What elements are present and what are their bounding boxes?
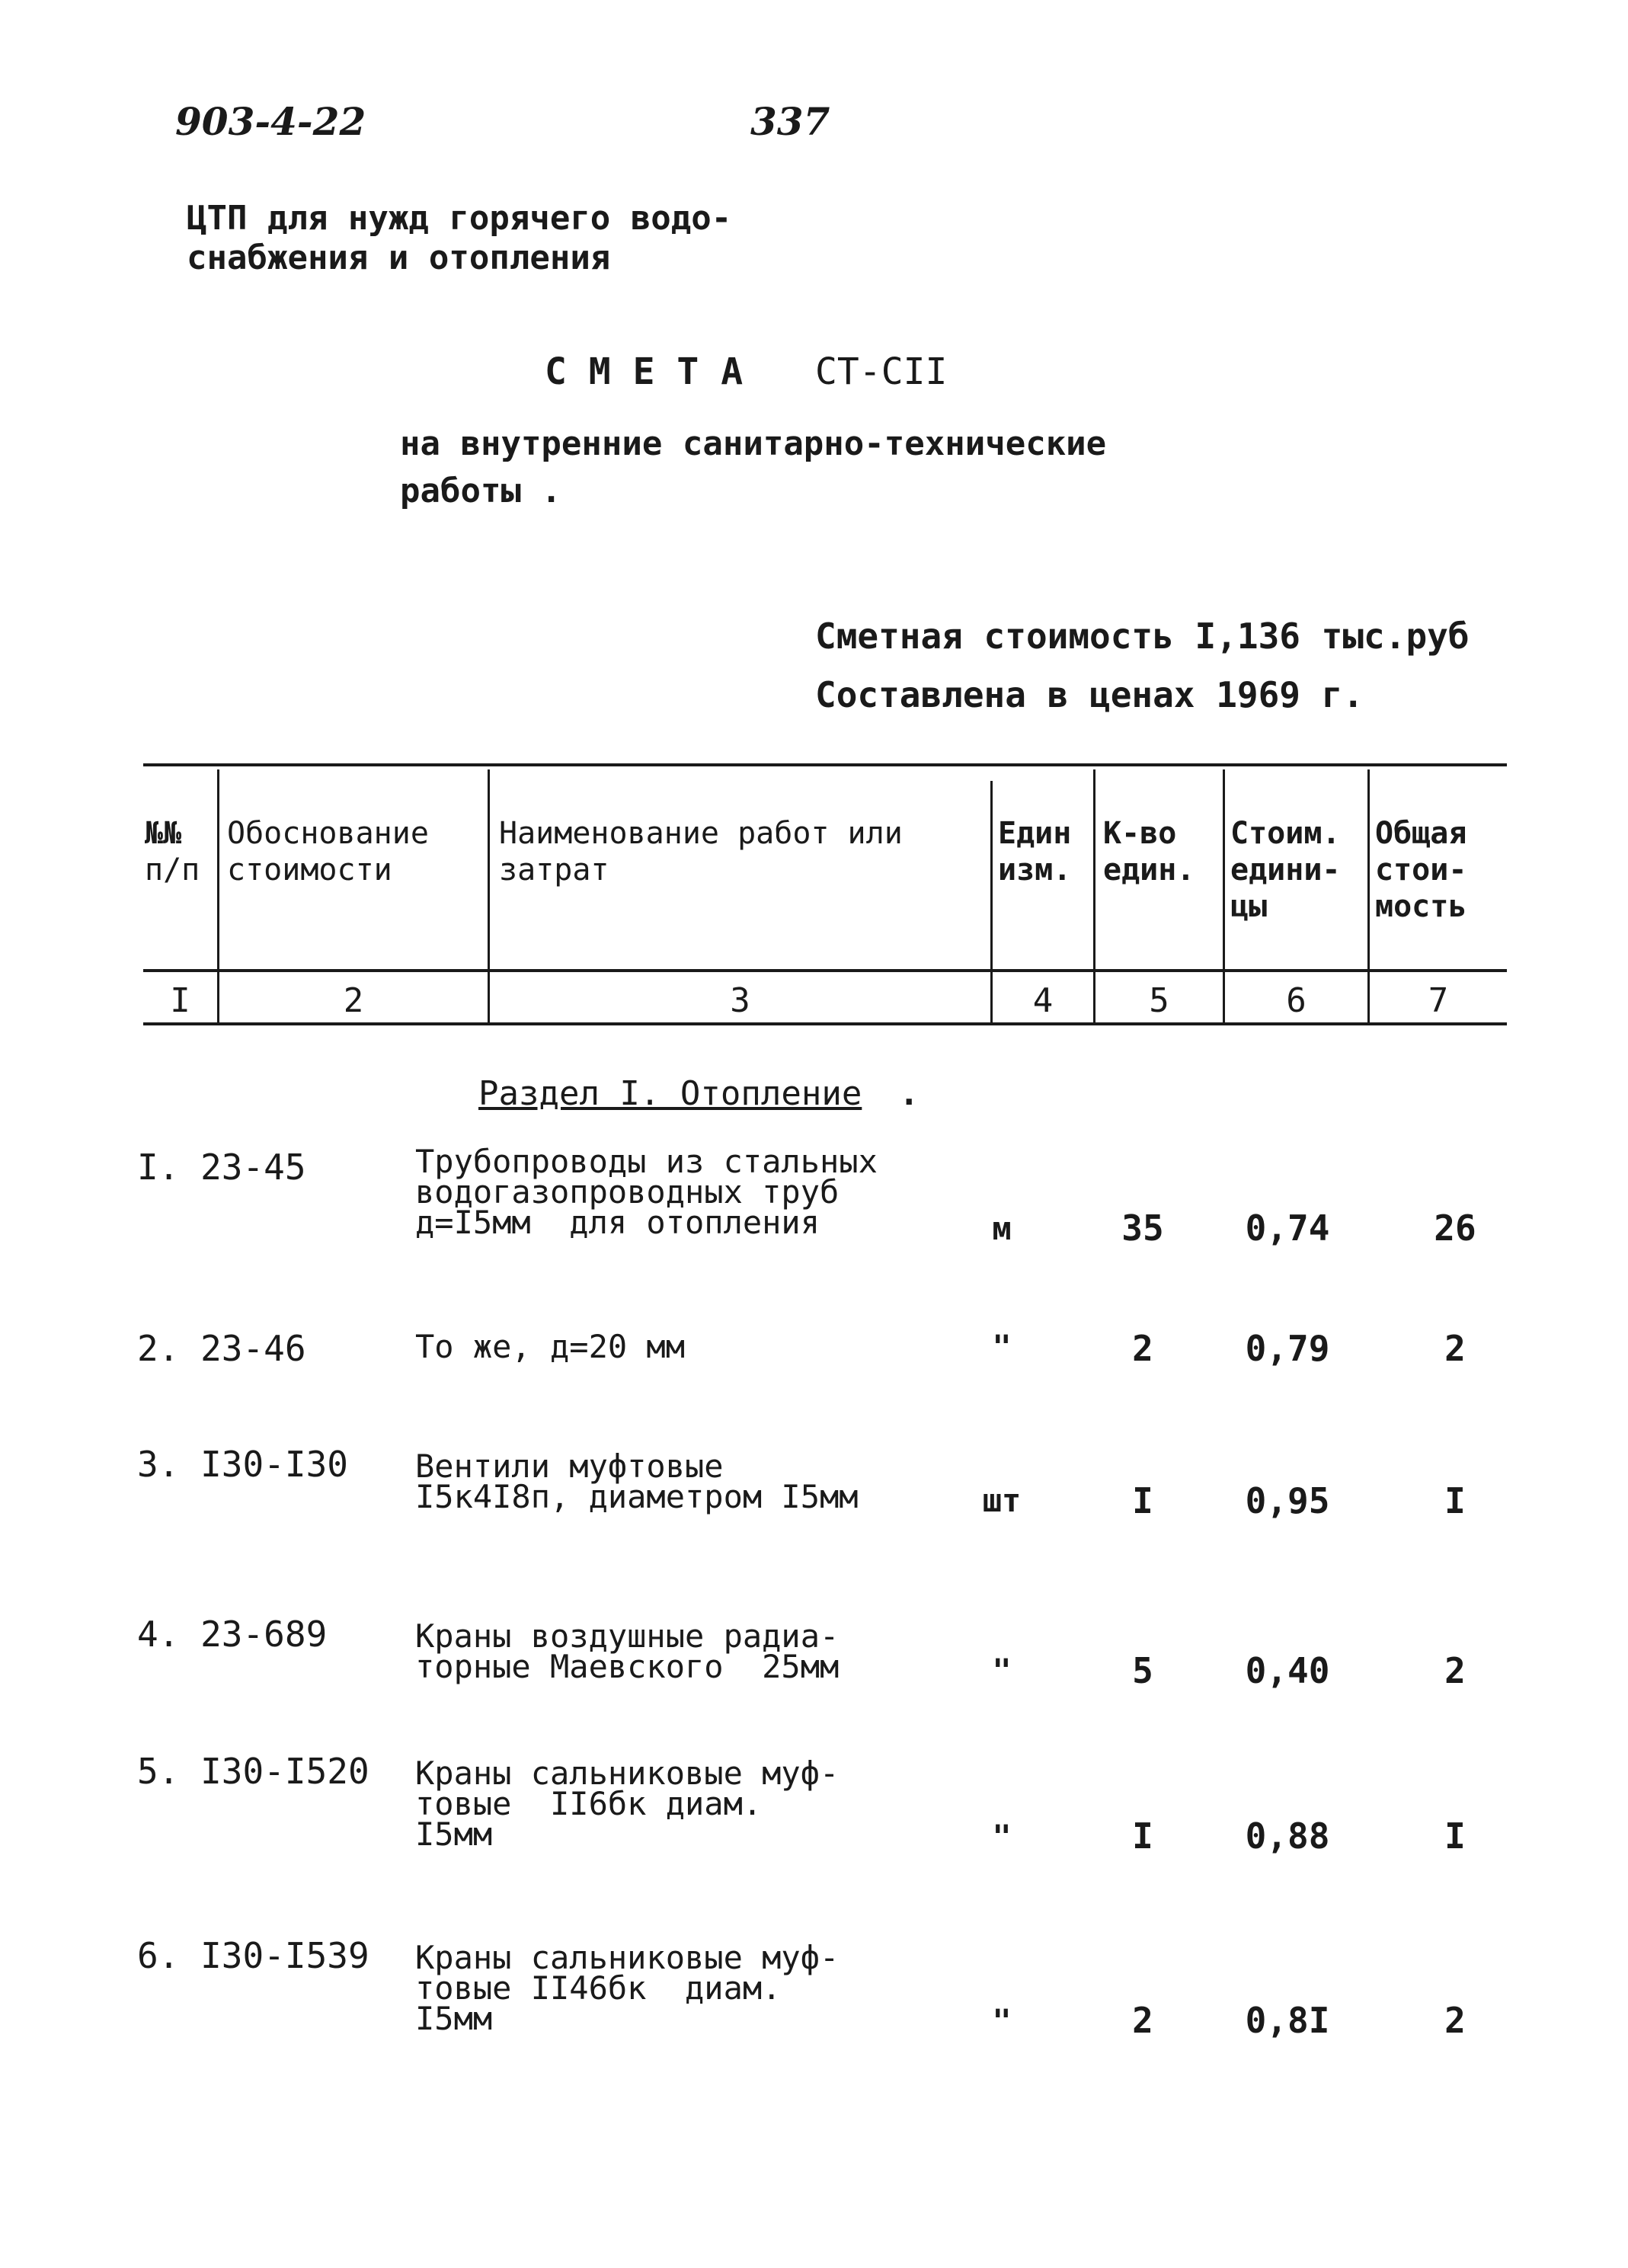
subject-line-1: ЦТП для нужд горячего водо-: [187, 199, 732, 238]
row-number-and-code: 5. I30-I520: [137, 1751, 369, 1792]
header-col-7: Общая стои- мость: [1375, 816, 1467, 924]
header-col-3: Наименование работ или затрат: [499, 816, 903, 888]
table-number-rule: [143, 1022, 1507, 1025]
row-unit-price: 0,40: [1245, 1650, 1330, 1691]
table-header-rule: [143, 969, 1507, 972]
column-number: 3: [730, 981, 750, 1020]
subtitle-line-2: работы .: [400, 472, 561, 510]
column-number: 7: [1428, 981, 1449, 1020]
row-unit-price: 0,8I: [1245, 2000, 1330, 2041]
row-unit: ": [992, 2002, 1012, 2039]
row-unit: ": [992, 1652, 1012, 1689]
row-total: 2: [1444, 2000, 1466, 2041]
document-code: 903-4-22: [175, 99, 366, 144]
row-unit-price: 0,88: [1245, 1815, 1330, 1857]
row-number-and-code: 2. 23-46: [137, 1328, 306, 1369]
row-total: 2: [1444, 1328, 1466, 1369]
header-col-6: Стоим. едини- цы: [1230, 816, 1341, 924]
row-name: Краны сальниковые муф- товые II46бк диам. I5мм: [415, 1939, 840, 2037]
estimated-cost: Сметная стоимость I,136 тыс.руб: [815, 616, 1470, 657]
header-col-5: К-во един.: [1103, 816, 1195, 888]
subject-line-2: снабжения и отопления: [187, 238, 611, 277]
row-name: Краны воздушные радиа- торные Маевского 25мм: [415, 1617, 840, 1685]
row-total: I: [1444, 1480, 1466, 1521]
row-quantity: I: [1132, 1480, 1153, 1521]
header-col-2: Обоснование стоимости: [227, 816, 429, 888]
section-title-dot: .: [899, 1074, 920, 1113]
table-top-rule: [143, 763, 1507, 766]
section-title: Раздел I. Отопление: [478, 1074, 862, 1113]
column-number: 6: [1286, 981, 1307, 1020]
row-number-and-code: 6. I30-I539: [137, 1935, 369, 1976]
row-name: То же, д=20 мм: [415, 1328, 686, 1365]
row-number-and-code: I. 23-45: [137, 1147, 306, 1188]
column-number: 2: [343, 981, 364, 1020]
row-total: 26: [1434, 1208, 1476, 1249]
header-col-4: Един изм.: [998, 816, 1072, 888]
column-number: 4: [1032, 981, 1054, 1020]
estimate-code: СТ-СII: [815, 350, 948, 393]
row-quantity: 2: [1132, 1328, 1153, 1369]
row-quantity: I: [1132, 1815, 1153, 1857]
row-unit: шт: [982, 1482, 1022, 1519]
document-title: С М Е Т А: [545, 350, 744, 393]
column-number: I: [170, 981, 190, 1020]
row-unit: ": [992, 1328, 1012, 1365]
row-unit: м: [992, 1210, 1012, 1247]
row-number-and-code: 3. I30-I30: [137, 1444, 348, 1485]
row-quantity: 5: [1132, 1650, 1153, 1691]
price-basis: Составлена в ценах 1969 г.: [815, 674, 1364, 715]
row-unit-price: 0,74: [1245, 1208, 1330, 1249]
row-total: 2: [1444, 1650, 1466, 1691]
header-col-1: №№ п/п: [145, 816, 200, 888]
row-unit-price: 0,95: [1245, 1480, 1330, 1521]
subtitle-line-1: на внутренние санитарно-технические: [400, 424, 1107, 463]
row-quantity: 2: [1132, 2000, 1153, 2041]
row-quantity: 35: [1121, 1208, 1164, 1249]
row-total: I: [1444, 1815, 1466, 1857]
row-number-and-code: 4. 23-689: [137, 1614, 328, 1655]
row-unit: ": [992, 1818, 1012, 1855]
row-name: Краны сальниковые муф- товые II6бк диам. I5мм: [415, 1755, 840, 1853]
row-name: Вентили муфтовые I5к4I8п, диаметром I5мм: [415, 1447, 859, 1515]
row-unit-price: 0,79: [1245, 1328, 1330, 1369]
page-number: 337: [750, 99, 830, 144]
row-name: Трубопроводы из стальных водогазопроводных труб д=I5мм для отопления: [415, 1143, 878, 1241]
column-number: 5: [1149, 981, 1169, 1020]
